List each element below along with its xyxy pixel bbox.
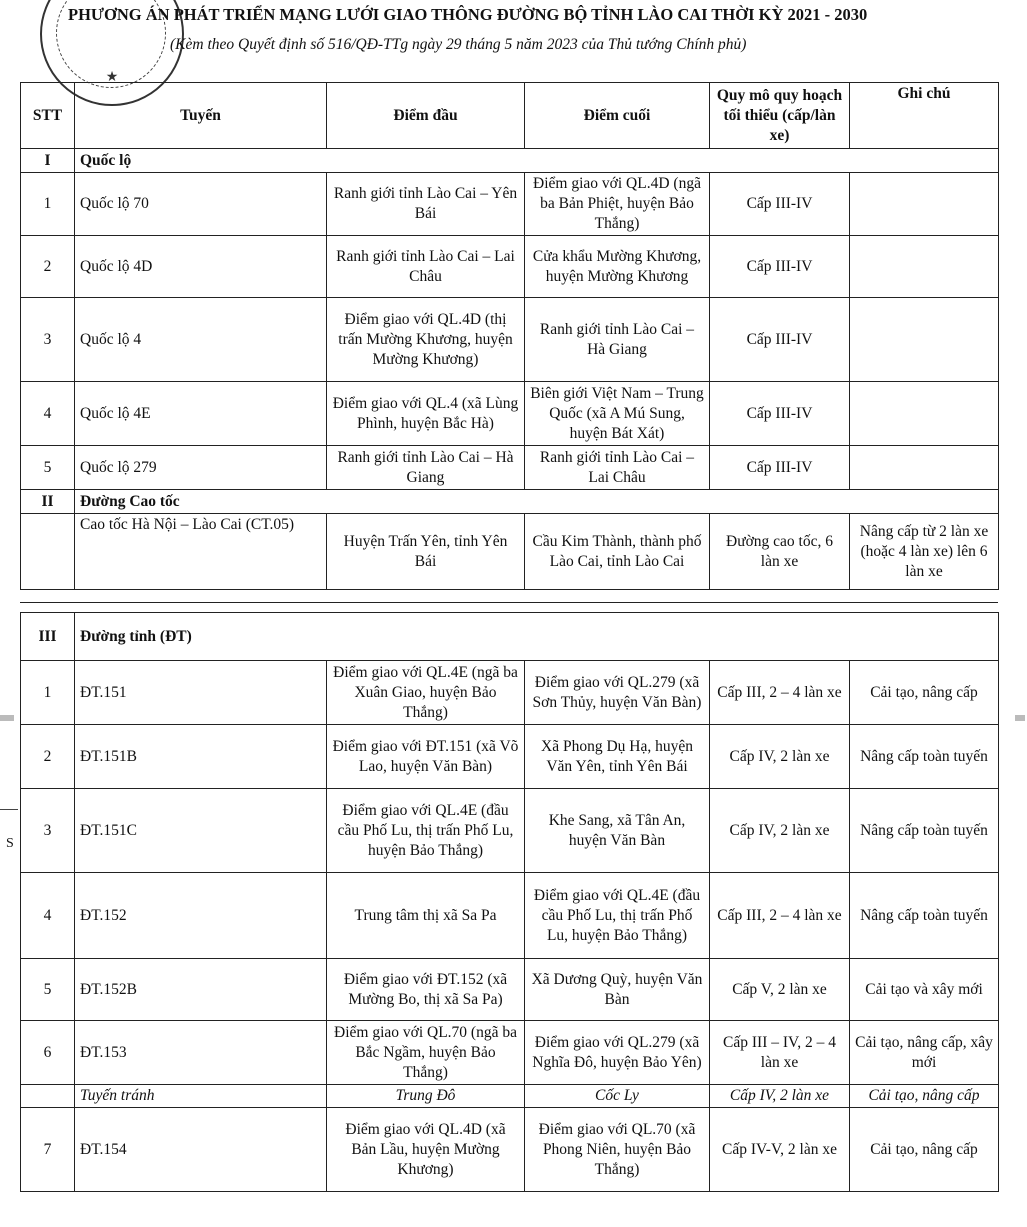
cell-route: ĐT.152 xyxy=(75,873,327,959)
cell-scale: Cấp III-IV xyxy=(710,382,850,446)
table-row xyxy=(21,725,999,789)
table-row-bypass xyxy=(21,1085,999,1108)
cell-stt: 2 xyxy=(21,725,75,789)
cell-start: Ranh giới tỉnh Lào Cai – Lai Châu xyxy=(327,236,525,298)
cell-start: Điểm giao với QL.4D (thị trấn Mường Khương, huyện Mường Khương) xyxy=(327,298,525,382)
cell-note xyxy=(850,173,999,236)
margin-dash-left xyxy=(0,715,14,721)
cell-start: Trung Đô xyxy=(327,1085,525,1108)
cell-stt: 4 xyxy=(21,873,75,959)
cell-route: Quốc lộ 4D xyxy=(75,236,327,298)
cell-stt: 6 xyxy=(21,1021,75,1085)
cell-note: Nâng cấp từ 2 làn xe (hoặc 4 làn xe) lên 6 làn xe xyxy=(850,514,999,590)
table-row xyxy=(21,298,999,382)
cell-end: Điểm giao với QL.279 (xã Nghĩa Đô, huyện Bảo Yên) xyxy=(525,1021,710,1085)
table-row xyxy=(21,959,999,1021)
section-title: Đường Cao tốc xyxy=(75,490,999,514)
cell-start: Trung tâm thị xã Sa Pa xyxy=(327,873,525,959)
section-title: Đường tỉnh (ĐT) xyxy=(75,613,999,661)
cell-start: Huyện Trấn Yên, tỉnh Yên Bái xyxy=(327,514,525,590)
cell-note xyxy=(850,298,999,382)
section-row xyxy=(21,149,999,173)
section-number: III xyxy=(21,613,75,661)
cell-start: Ranh giới tỉnh Lào Cai – Yên Bái xyxy=(327,173,525,236)
margin-letter: S xyxy=(6,836,14,851)
cell-end: Cốc Ly xyxy=(525,1085,710,1108)
cell-stt: 2 xyxy=(21,236,75,298)
cell-scale: Cấp III, 2 – 4 làn xe xyxy=(710,873,850,959)
document-title: PHƯƠNG ÁN PHÁT TRIỂN MẠNG LƯỚI GIAO THÔNG ĐƯỜNG BỘ TỈNH LÀO CAI THỜI KỲ 2021 - 2030 xyxy=(68,5,868,24)
table-row xyxy=(21,382,999,446)
cell-route: Quốc lộ 4 xyxy=(75,298,327,382)
cell-stt: 7 xyxy=(21,1108,75,1192)
cell-end: Khe Sang, xã Tân An, huyện Văn Bàn xyxy=(525,789,710,873)
cell-stt: 5 xyxy=(21,959,75,1021)
cell-route: ĐT.154 xyxy=(75,1108,327,1192)
header-end: Điểm cuối xyxy=(525,83,710,149)
header-route: Tuyến xyxy=(75,83,327,149)
cell-start: Điểm giao với QL.4D (xã Bản Lầu, huyện Mường Khương) xyxy=(327,1108,525,1192)
cell-stt xyxy=(21,1085,75,1108)
cell-stt: 3 xyxy=(21,789,75,873)
cell-route: ĐT.151B xyxy=(75,725,327,789)
section-row xyxy=(21,490,999,514)
table-row xyxy=(21,446,999,490)
cell-scale: Cấp IV, 2 làn xe xyxy=(710,725,850,789)
cell-note xyxy=(850,236,999,298)
header-scale: Quy mô quy hoạch tối thiểu (cấp/làn xe) xyxy=(710,83,850,149)
cell-route: ĐT.152B xyxy=(75,959,327,1021)
cell-route: ĐT.153 xyxy=(75,1021,327,1085)
cell-end: Điểm giao với QL.4D (ngã ba Bản Phiệt, huyện Bảo Thắng) xyxy=(525,173,710,236)
cell-route: Quốc lộ 279 xyxy=(75,446,327,490)
cell-start: Điểm giao với QL.4 (xã Lùng Phình, huyện Bắc Hà) xyxy=(327,382,525,446)
table-row xyxy=(21,661,999,725)
cell-end: Cửa khẩu Mường Khương, huyện Mường Khương xyxy=(525,236,710,298)
cell-scale: Cấp III-IV xyxy=(710,446,850,490)
section-number: II xyxy=(21,490,75,514)
table-row xyxy=(21,1021,999,1085)
cell-note: Cải tạo, nâng cấp xyxy=(850,1085,999,1108)
section-title: Quốc lộ xyxy=(75,149,999,173)
cell-note: Cải tạo, nâng cấp xyxy=(850,661,999,725)
table-row xyxy=(21,1108,999,1192)
margin-line xyxy=(0,809,18,810)
table-header-row xyxy=(21,83,999,149)
cell-stt xyxy=(21,514,75,590)
table-row xyxy=(21,173,999,236)
cell-scale: Cấp III – IV, 2 – 4 làn xe xyxy=(710,1021,850,1085)
page-join-strip xyxy=(20,602,998,611)
cell-stt: 5 xyxy=(21,446,75,490)
cell-end: Xã Phong Dụ Hạ, huyện Văn Yên, tỉnh Yên Bái xyxy=(525,725,710,789)
cell-note: Nâng cấp toàn tuyến xyxy=(850,725,999,789)
cell-route: ĐT.151 xyxy=(75,661,327,725)
table-row xyxy=(21,514,999,590)
cell-note: Cải tạo, nâng cấp xyxy=(850,1108,999,1192)
cell-end: Điểm giao với QL.279 (xã Sơn Thủy, huyện Văn Bàn) xyxy=(525,661,710,725)
cell-scale: Cấp III, 2 – 4 làn xe xyxy=(710,661,850,725)
cell-scale: Cấp III-IV xyxy=(710,298,850,382)
header-note: Ghi chú xyxy=(850,83,999,149)
table-row xyxy=(21,873,999,959)
cell-stt: 1 xyxy=(21,661,75,725)
cell-start: Điểm giao với ĐT.151 (xã Võ Lao, huyện Văn Bàn) xyxy=(327,725,525,789)
header-stt: STT xyxy=(21,83,75,149)
cell-route: Quốc lộ 70 xyxy=(75,173,327,236)
table-row xyxy=(21,789,999,873)
cell-route: Cao tốc Hà Nội – Lào Cai (CT.05) xyxy=(75,514,327,590)
cell-note xyxy=(850,446,999,490)
cell-note: Cải tạo và xây mới xyxy=(850,959,999,1021)
cell-start: Điểm giao với QL.70 (ngã ba Bắc Ngầm, huyện Bảo Thắng) xyxy=(327,1021,525,1085)
cell-scale: Cấp IV, 2 làn xe xyxy=(710,789,850,873)
cell-scale: Đường cao tốc, 6 làn xe xyxy=(710,514,850,590)
cell-end: Ranh giới tỉnh Lào Cai – Hà Giang xyxy=(525,298,710,382)
cell-route: Tuyến tránh xyxy=(75,1085,327,1108)
cell-scale: Cấp III-IV xyxy=(710,173,850,236)
cell-note xyxy=(850,382,999,446)
cell-start: Điểm giao với ĐT.152 (xã Mường Bo, thị xã Sa Pa) xyxy=(327,959,525,1021)
routes-table-lower xyxy=(20,612,999,1192)
cell-note: Nâng cấp toàn tuyến xyxy=(850,789,999,873)
cell-end: Xã Dương Quỳ, huyện Văn Bàn xyxy=(525,959,710,1021)
document-subtitle: (Kèm theo Quyết định số 516/QĐ-TTg ngày 29 tháng 5 năm 2023 của Thủ tướng Chính phủ) xyxy=(170,36,747,53)
cell-start: Điểm giao với QL.4E (ngã ba Xuân Giao, huyện Bảo Thắng) xyxy=(327,661,525,725)
section-row xyxy=(21,613,999,661)
cell-scale: Cấp III-IV xyxy=(710,236,850,298)
cell-scale: Cấp IV, 2 làn xe xyxy=(710,1085,850,1108)
cell-end: Điểm giao với QL.4E (đầu cầu Phố Lu, thị trấn Phố Lu, huyện Bảo Thắng) xyxy=(525,873,710,959)
margin-dash-right xyxy=(1015,715,1025,721)
cell-scale: Cấp IV-V, 2 làn xe xyxy=(710,1108,850,1192)
cell-route: ĐT.151C xyxy=(75,789,327,873)
cell-start: Điểm giao với QL.4E (đầu cầu Phố Lu, thị trấn Phố Lu, huyện Bảo Thắng) xyxy=(327,789,525,873)
routes-table-upper xyxy=(20,82,999,590)
cell-start: Ranh giới tỉnh Lào Cai – Hà Giang xyxy=(327,446,525,490)
cell-end: Ranh giới tỉnh Lào Cai – Lai Châu xyxy=(525,446,710,490)
cell-note: Cải tạo, nâng cấp, xây mới xyxy=(850,1021,999,1085)
cell-stt: 4 xyxy=(21,382,75,446)
cell-end: Biên giới Việt Nam – Trung Quốc (xã A Mú Sung, huyện Bát Xát) xyxy=(525,382,710,446)
cell-scale: Cấp V, 2 làn xe xyxy=(710,959,850,1021)
cell-note: Nâng cấp toàn tuyến xyxy=(850,873,999,959)
cell-stt: 3 xyxy=(21,298,75,382)
table-row xyxy=(21,236,999,298)
cell-route: Quốc lộ 4E xyxy=(75,382,327,446)
header-start: Điểm đầu xyxy=(327,83,525,149)
cell-end: Điểm giao với QL.70 (xã Phong Niên, huyện Bảo Thắng) xyxy=(525,1108,710,1192)
section-number: I xyxy=(21,149,75,173)
cell-end: Cầu Kim Thành, thành phố Lào Cai, tỉnh Lào Cai xyxy=(525,514,710,590)
seal-star-icon: ★ xyxy=(105,70,119,85)
cell-stt: 1 xyxy=(21,173,75,236)
